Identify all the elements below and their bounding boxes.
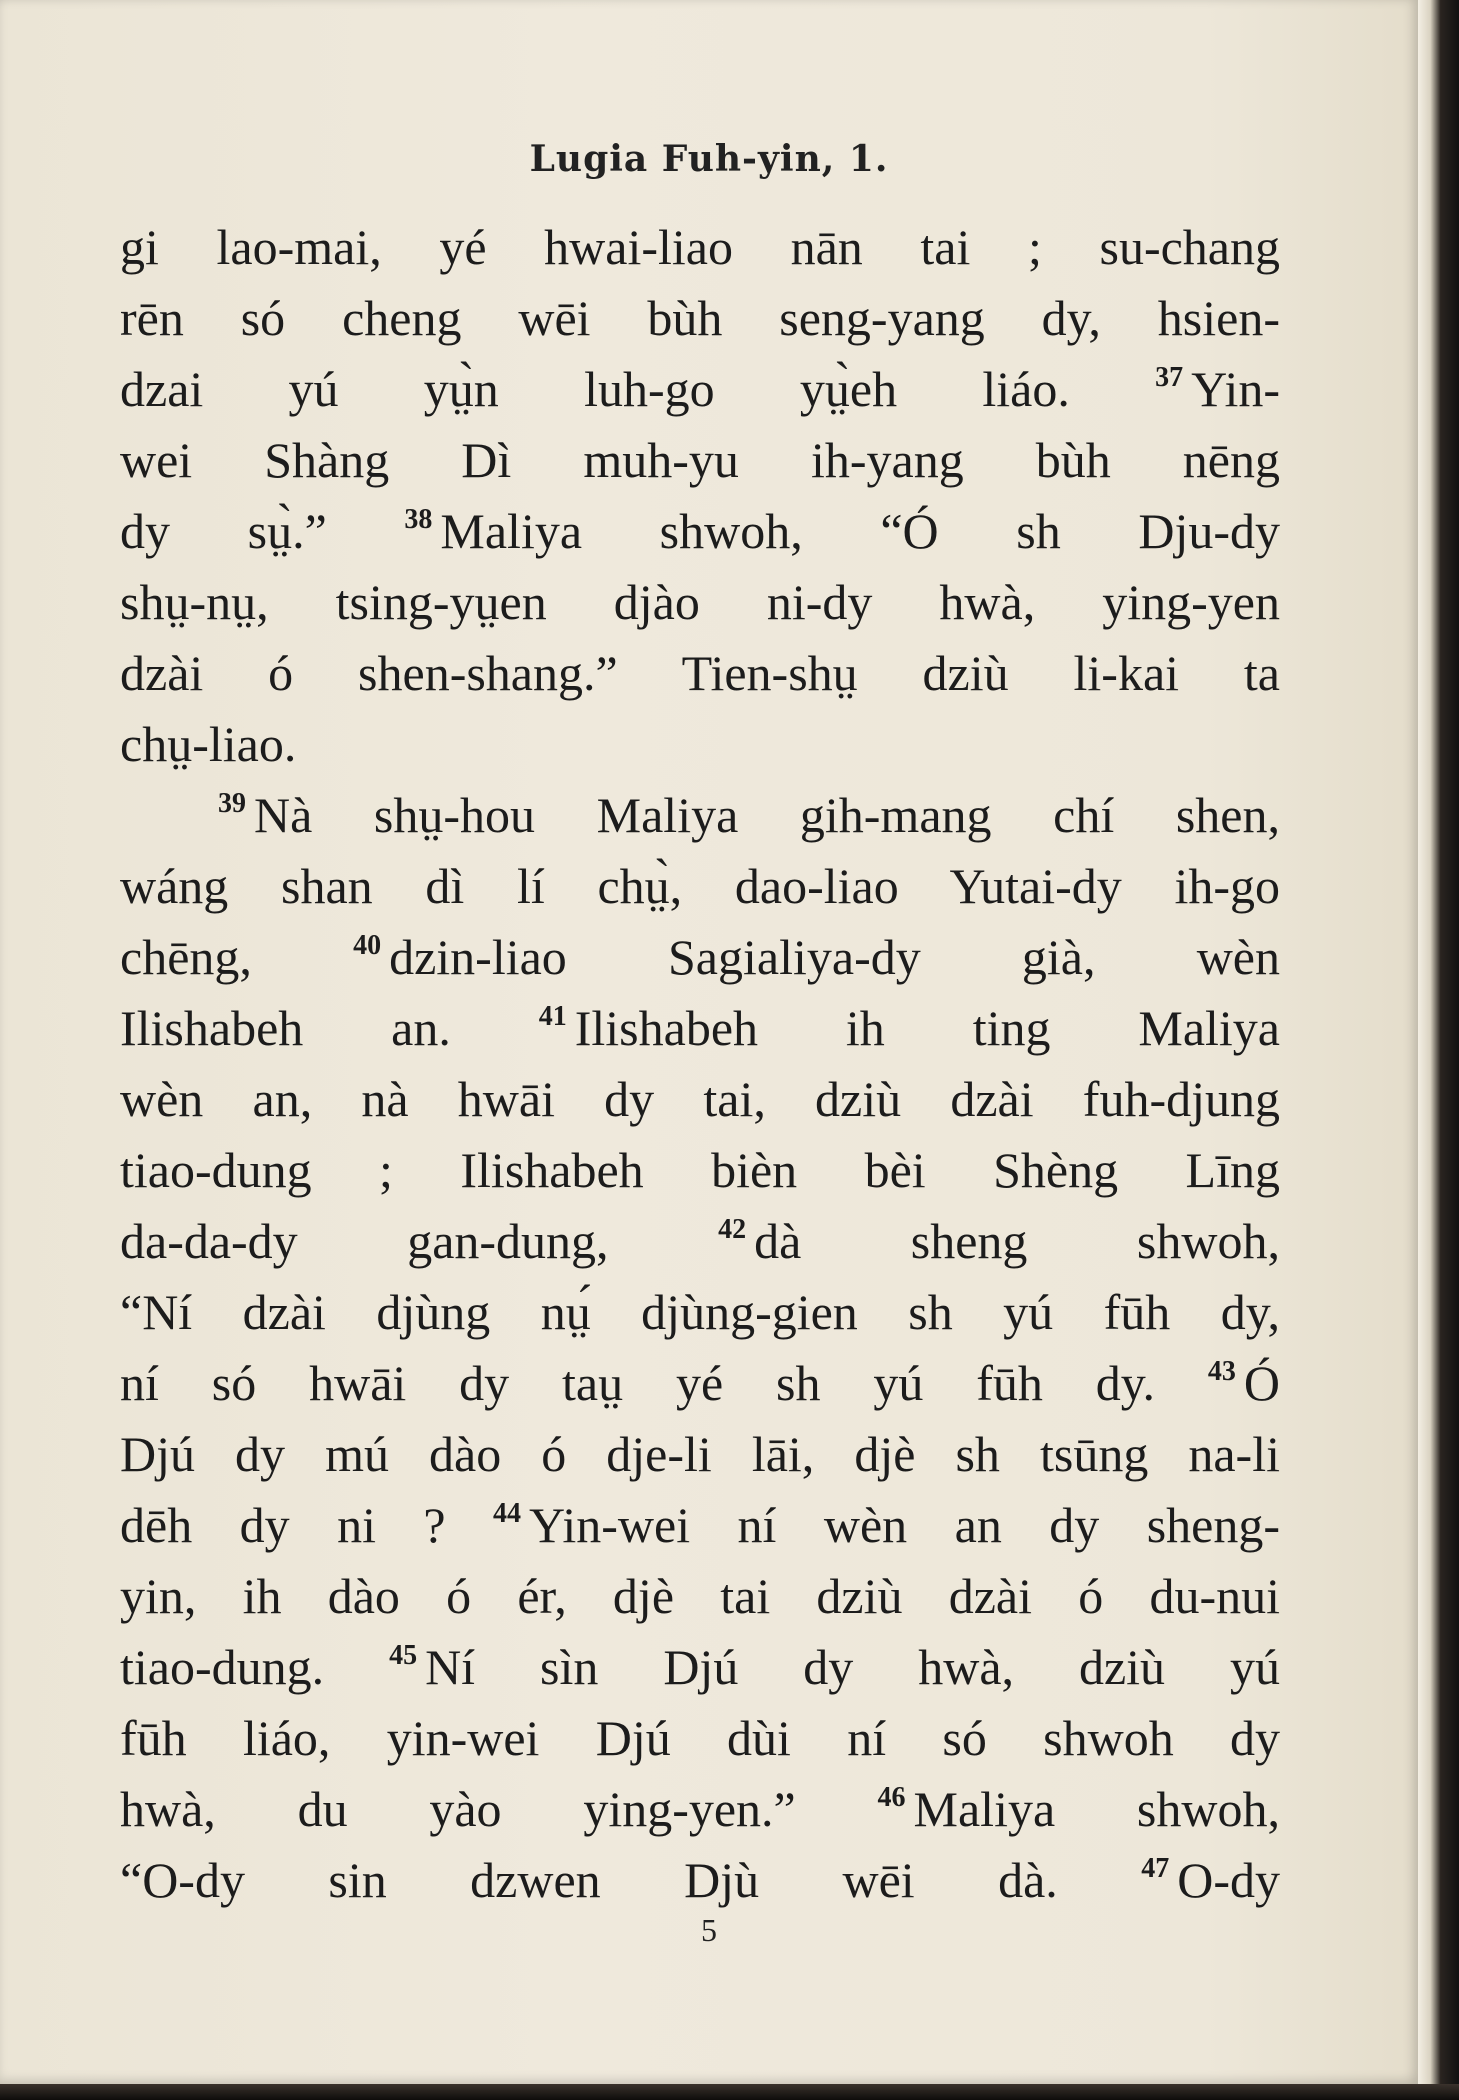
verse-number: 37 <box>1155 362 1184 393</box>
text-segment: dà sheng shwoh, <box>754 1213 1280 1269</box>
text-line <box>120 1206 1280 1277</box>
page-number: 5 <box>701 1912 717 1948</box>
text-segment: dzài ó shen-shang.” Tien-shṳ dziù li-kai ta <box>120 645 1280 701</box>
text-segment: Ilishabeh ih ting Maliya <box>574 1000 1280 1056</box>
text-segment: fūh liáo, yin-wei Djú dùi ní só shwoh dy <box>120 1710 1280 1766</box>
verse-number: 43 <box>1207 1356 1236 1387</box>
text-segment: Yin-wei ní wèn an dy sheng- <box>529 1497 1280 1553</box>
verse-number: 41 <box>538 1001 567 1032</box>
text-segment: wèn an, nà hwāi dy tai, dziù dzài fuh-djung <box>120 1071 1280 1127</box>
text-segment: “O-dy sin dzwen Djù wēi dà. <box>120 1852 1142 1908</box>
text-line <box>120 780 1280 851</box>
text-line <box>120 425 1280 496</box>
text-segment: hwà, du yào ying-yen.” <box>120 1781 878 1837</box>
verse-number: 39 <box>218 788 246 819</box>
text-segment: Maliya shwoh, <box>913 1781 1280 1837</box>
text-segment: Ó <box>1243 1355 1280 1411</box>
text-line <box>120 1348 1280 1419</box>
text-segment: ní só hwāi dy taṳ yé sh yú fūh dy. <box>120 1355 1208 1411</box>
text-segment: O-dy <box>1177 1852 1280 1908</box>
text-line <box>120 1490 1280 1561</box>
text-line <box>120 212 1280 283</box>
text-line <box>120 1419 1280 1490</box>
text-line <box>120 1845 1280 1916</box>
text-line <box>120 922 1280 993</box>
verse-number: 47 <box>1141 1853 1170 1884</box>
text-segment: Ní sìn Djú dy hwà, dziù yú <box>425 1639 1280 1695</box>
page-edge-shadow <box>1418 0 1459 2100</box>
text-segment: gi lao-mai, yé hwai-liao nān tai ; su-chang <box>120 219 1280 275</box>
text-segment: shṳ-nṳ, tsing-yṳen djào ni-dy hwà, ying-yen <box>120 574 1280 630</box>
text-segment: “Ní dzài djùng nṳ́ djùng-gien sh yú fūh dy, <box>120 1284 1280 1340</box>
running-head: Lugia Fuh-yin, 1. <box>529 138 889 180</box>
text-segment: dzin-liao Sagialiya-dy già, wèn <box>389 929 1280 985</box>
verse-number: 38 <box>404 504 433 535</box>
verse-number: 44 <box>493 1498 522 1529</box>
text-segment: Maliya shwoh, “Ó sh Dju-dy <box>440 503 1280 559</box>
text-segment: wei Shàng Dì muh-yu ih-yang bùh nēng <box>120 432 1280 488</box>
text-segment: dzai yú yṳ̀n luh-go yṳ̀eh liáo. <box>120 361 1156 417</box>
text-line <box>120 993 1280 1064</box>
text-segment: yin, ih dào ó ér, djè tai dziù dzài ó du-nui <box>120 1568 1280 1624</box>
text-segment: wáng shan dì lí chṳ̀, dao-liao Yutai-dy ih-go <box>120 858 1280 914</box>
text-line <box>120 283 1280 354</box>
text-line <box>120 354 1280 425</box>
text-segment: dy sṳ̀.” <box>120 503 405 559</box>
text-segment: Djú dy mú dào ó dje-li lāi, djè sh tsūng na-li <box>120 1426 1280 1482</box>
text-segment: Ilishabeh an. <box>120 1000 539 1056</box>
text-line <box>120 1135 1280 1206</box>
text-segment: rēn só cheng wēi bùh seng-yang dy, hsien- <box>120 290 1280 346</box>
text-segment: tiao-dung ; Ilishabeh bièn bèi Shèng Līng <box>120 1142 1280 1198</box>
text-line <box>120 1703 1280 1774</box>
text-line <box>120 1632 1280 1703</box>
text-line <box>120 496 1280 567</box>
text-line <box>120 1064 1280 1135</box>
text-segment: dēh dy ni ? <box>120 1497 494 1553</box>
text-line <box>120 1561 1280 1632</box>
text-line <box>120 638 1280 709</box>
text-line <box>120 567 1280 638</box>
text-line <box>120 851 1280 922</box>
text-line <box>120 1774 1280 1845</box>
text-segment: Yin- <box>1191 361 1280 417</box>
text-segment: chēng, <box>120 929 354 985</box>
text-segment: chṳ-liao. <box>120 716 297 772</box>
verse-number: 45 <box>389 1640 418 1671</box>
text-line <box>120 1277 1280 1348</box>
verse-number: 40 <box>353 930 382 961</box>
body-text <box>120 212 1280 1916</box>
page-bottom-shadow <box>0 2084 1459 2100</box>
text-segment: Nà shṳ-hou Maliya gih-mang chí shen, <box>254 787 1280 843</box>
text-segment: tiao-dung. <box>120 1639 390 1695</box>
text-segment: da-da-dy gan-dung, <box>120 1213 719 1269</box>
text-line <box>120 709 1280 780</box>
verse-number: 42 <box>718 1214 747 1245</box>
verse-number: 46 <box>877 1782 906 1813</box>
